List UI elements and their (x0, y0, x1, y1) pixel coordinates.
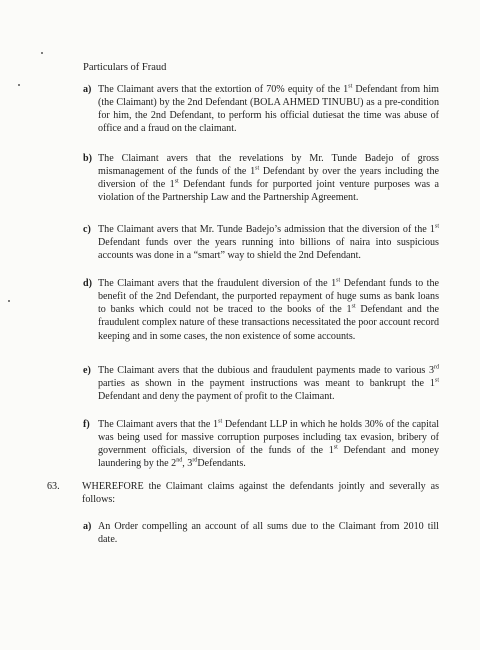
particular-item-e (83, 364, 439, 403)
item-text: The Claimant avers that the revelations by Mr. Tunde Badejo of gross mismanagement of the funds of the 1st Defendant by over the years including the diversion of the 1st Defendant funds for purported joint venture purposes was a violation of the Partnership Law and the Partnership Agreement. (98, 153, 439, 204)
paragraph-63 (47, 480, 439, 506)
item-text: The Claimant avers that the fraudulent diversion of the 1st Defendant funds to the benefit of the 2nd Defendant, the purported repayment of huge sums as bank loans to banks which could not be traced to the books of the 1st Defendant and the fraudulent complex nature of these transactions necessitated the poor account record keeping and in some cases, the non existence of some accounts. (98, 277, 439, 342)
relief-item-a (83, 520, 439, 546)
item-text: The Claimant avers that the extortion of 70% equity of the 1st Defendant from him (the Claimant) by the 2nd Defendant (BOLA AHMED TINUBU) as a pre-condition for him, the 2nd Defendant, to perform his official dutiesat the time was abuse of office and a fraud on the claimant. (98, 83, 439, 135)
particular-item-f (83, 418, 439, 471)
item-text: An Order compelling an account of all sums due to the Claimant from 2010 till date. (98, 521, 439, 546)
particular-item-a (83, 83, 439, 136)
item-text: The Claimant avers that the dubious and fraudulent payments made to various 3rd parties as shown in the payment instructions was meant to bankrupt the 1st Defendant and deny the payment of profit to the Claimant. (98, 364, 439, 403)
paragraph-text: WHEREFORE the Claimant claims against the defendants jointly and severally as follows: (82, 481, 439, 506)
particular-item-c (83, 223, 439, 262)
item-letter: c) (83, 224, 91, 235)
item-letter: d) (83, 278, 92, 289)
paragraph-number: 63. (47, 481, 60, 492)
section-heading: Particulars of Fraud (83, 62, 167, 73)
item-letter: a) (83, 84, 92, 95)
item-letter: e) (83, 365, 91, 376)
item-text: The Claimant avers that the 1st Defendant LLP in which he holds 30% of the capital was being used for massive corruption purposes including tax evasion, bribery of government officials, diversion of the funds of the 1st Defendant and money laundering by the 2nd, 3rdDefendants. (98, 418, 439, 470)
particular-item-d (83, 277, 439, 343)
item-text: The Claimant avers that Mr. Tunde Badejo’s admission that the diversion of the 1st Defendant funds over the years running into billions of naira into suspicious accounts was done in a “smart” way to shield the 2nd Defendant. (98, 223, 439, 262)
scan-speck (41, 52, 43, 54)
scan-speck (8, 300, 10, 302)
item-letter: a) (83, 521, 92, 532)
particular-item-b (83, 152, 439, 205)
item-letter: f) (83, 419, 90, 430)
item-letter: b) (83, 153, 92, 164)
scan-speck (18, 84, 20, 86)
